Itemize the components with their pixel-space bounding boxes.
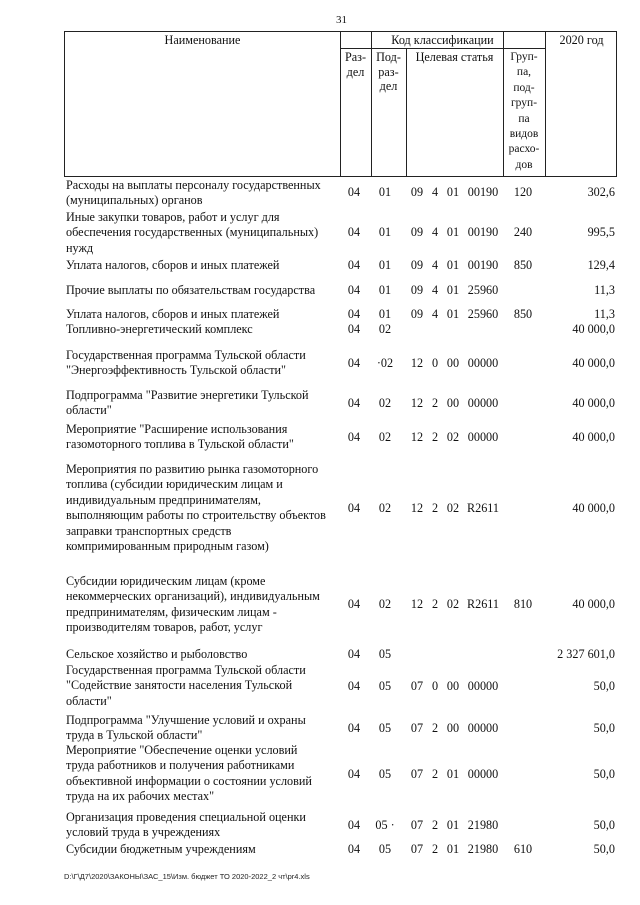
- header-code-group: Код классификации: [391, 33, 494, 47]
- row-direction: 25960: [467, 283, 499, 297]
- row-amount: 302,6: [587, 185, 615, 199]
- row-program: 12: [410, 430, 424, 444]
- row-subsection: 02: [378, 430, 392, 444]
- row-name: Субсидии юридическим лицам (кроме некоммерческих организаций), индивидуальным предпринимателям, физическим лицам - производителям товаров, работ, услуг: [66, 574, 320, 635]
- row-event: 01: [446, 842, 460, 856]
- row-subsection: 02: [378, 501, 392, 515]
- row-amount: 40 000,0: [572, 356, 615, 370]
- row-name: Мероприятие "Обеспечение оценки условий труда работников и получения работниками объективной информации о состоянии условий труда на их рабочих местах": [66, 743, 312, 804]
- row-subprogram: 4: [431, 225, 439, 239]
- row-direction: 21980: [467, 818, 499, 832]
- row-section: 04: [347, 842, 361, 856]
- row-amount: 40 000,0: [572, 597, 615, 611]
- row-event: 00: [446, 396, 460, 410]
- row-event: 02: [446, 597, 460, 611]
- row-subprogram: 4: [431, 307, 439, 321]
- row-subprogram: 2: [431, 818, 439, 832]
- row-amount: 50,0: [593, 679, 615, 693]
- row-subsection: 05: [378, 842, 392, 856]
- row-name: Прочие выплаты по обязательствам государства: [66, 283, 316, 297]
- row-event: 01: [446, 818, 460, 832]
- row-direction: 00000: [467, 767, 499, 781]
- row-subsection: 01: [378, 185, 392, 199]
- row-program: 09: [410, 307, 424, 321]
- row-direction: 25960: [467, 307, 499, 321]
- row-direction: 00000: [467, 679, 499, 693]
- row-expense-type: 240: [513, 225, 533, 239]
- row-program: 12: [410, 501, 424, 515]
- row-subprogram: 2: [431, 767, 439, 781]
- row-name: Топливно-энергетический комплекс: [66, 322, 253, 336]
- row-event: 01: [446, 767, 460, 781]
- row-subsection: 05: [378, 647, 392, 661]
- row-subprogram: 0: [431, 356, 439, 370]
- header-subsection: Под- раз- дел: [376, 50, 401, 93]
- row-subsection: 01: [378, 258, 392, 272]
- row-direction: R2611: [466, 501, 500, 515]
- row-subsection: 05: [378, 721, 392, 735]
- row-name: Подпрограмма "Развитие энергетики Тульской области": [66, 388, 309, 418]
- row-name: Расходы на выплаты персоналу государственных (муниципальных) органов: [66, 178, 321, 208]
- row-subprogram: 2: [431, 842, 439, 856]
- row-direction: R2611: [466, 597, 500, 611]
- header-name: Наименование: [164, 33, 241, 47]
- row-subsection: 05 ·: [375, 818, 395, 832]
- row-section: 04: [347, 356, 361, 370]
- row-section: 04: [347, 307, 361, 321]
- row-section: 04: [347, 258, 361, 272]
- row-subprogram: 2: [431, 597, 439, 611]
- row-expense-type: 810: [513, 597, 533, 611]
- row-subsection: ·02: [376, 356, 394, 370]
- row-event: 00: [446, 721, 460, 735]
- row-section: 04: [347, 647, 361, 661]
- row-program: 09: [410, 283, 424, 297]
- row-amount: 40 000,0: [572, 501, 615, 515]
- row-event: 00: [446, 356, 460, 370]
- row-direction: 00190: [467, 225, 499, 239]
- row-section: 04: [347, 430, 361, 444]
- row-event: 01: [446, 283, 460, 297]
- row-subsection: 01: [378, 283, 392, 297]
- header-section: Раз- дел: [344, 50, 367, 79]
- row-program: 12: [410, 597, 424, 611]
- row-section: 04: [347, 679, 361, 693]
- row-event: 02: [446, 501, 460, 515]
- row-section: 04: [347, 225, 361, 239]
- page-number: 31: [336, 14, 347, 26]
- row-program: 09: [410, 185, 424, 199]
- row-amount: 50,0: [593, 767, 615, 781]
- row-name: Подпрограмма "Улучшение условий и охраны труда в Тульской области": [66, 713, 306, 743]
- row-amount: 50,0: [593, 842, 615, 856]
- row-amount: 40 000,0: [572, 322, 615, 336]
- row-subsection: 02: [378, 597, 392, 611]
- row-amount: 2 327 601,0: [557, 647, 615, 661]
- row-expense-type: 610: [513, 842, 533, 856]
- row-subprogram: 4: [431, 258, 439, 272]
- row-program: 09: [410, 225, 424, 239]
- row-subsection: 01: [378, 225, 392, 239]
- row-program: 07: [410, 767, 424, 781]
- row-name: Мероприятие "Расширение использования газомоторного топлива в Тульской области": [66, 422, 294, 452]
- table-header: [64, 31, 617, 177]
- row-amount: 129,4: [587, 258, 615, 272]
- row-event: 01: [446, 185, 460, 199]
- row-subprogram: 2: [431, 396, 439, 410]
- row-expense-type: 850: [513, 307, 533, 321]
- row-section: 04: [347, 396, 361, 410]
- row-direction: 00190: [467, 185, 499, 199]
- row-name: Уплата налогов, сборов и иных платежей: [66, 307, 280, 321]
- row-name: Организация проведения специальной оценки условий труда в учреждениях: [66, 810, 306, 840]
- row-section: 04: [347, 283, 361, 297]
- row-section: 04: [347, 185, 361, 199]
- row-event: 00: [446, 679, 460, 693]
- row-direction: 21980: [467, 842, 499, 856]
- row-direction: 00190: [467, 258, 499, 272]
- row-subsection: 05: [378, 767, 392, 781]
- row-section: 04: [347, 501, 361, 515]
- header-target-article: Целевая статья: [415, 50, 494, 64]
- row-amount: 11,3: [594, 283, 615, 297]
- header-year: 2020 год: [559, 33, 604, 47]
- row-name: Субсидии бюджетным учреждениям: [66, 842, 256, 856]
- row-section: 04: [347, 767, 361, 781]
- row-amount: 50,0: [593, 721, 615, 735]
- row-event: 01: [446, 258, 460, 272]
- row-name: Мероприятия по развитию рынка газомоторного топлива (субсидии юридическим лицам и индивидуальным предпринимателям, выполняющим работы по строительству объектов заправки транспортных средств компримированным природным газом): [66, 462, 326, 554]
- row-name: Иные закупки товаров, работ и услуг для обеспечения государственных (муниципальных) нужд: [66, 210, 319, 255]
- row-subprogram: 2: [431, 501, 439, 515]
- row-event: 01: [446, 225, 460, 239]
- row-subsection: 02: [378, 396, 392, 410]
- row-name: Сельское хозяйство и рыболовство: [66, 647, 248, 661]
- row-event: 02: [446, 430, 460, 444]
- row-name: Уплата налогов, сборов и иных платежей: [66, 258, 280, 272]
- row-direction: 00000: [467, 721, 499, 735]
- row-subsection: 01: [378, 307, 392, 321]
- row-section: 04: [347, 597, 361, 611]
- row-subprogram: 2: [431, 430, 439, 444]
- row-program: 12: [410, 356, 424, 370]
- row-subprogram: 2: [431, 721, 439, 735]
- row-direction: 00000: [467, 430, 499, 444]
- row-amount: 40 000,0: [572, 430, 615, 444]
- row-program: 07: [410, 721, 424, 735]
- row-direction: 00000: [467, 356, 499, 370]
- row-program: 09: [410, 258, 424, 272]
- row-subprogram: 0: [431, 679, 439, 693]
- row-section: 04: [347, 322, 361, 336]
- header-expense-group: Груп- па, под- груп- па видов расхо- дов: [508, 51, 540, 171]
- row-section: 04: [347, 721, 361, 735]
- row-direction: 00000: [467, 396, 499, 410]
- row-amount: 40 000,0: [572, 396, 615, 410]
- row-name: Государственная программа Тульской области "Содействие занятости населения Тульской области": [66, 663, 306, 708]
- row-subprogram: 4: [431, 185, 439, 199]
- row-program: 07: [410, 842, 424, 856]
- row-program: 12: [410, 396, 424, 410]
- row-expense-type: 120: [513, 185, 533, 199]
- file-path-footer: D:\Г\Д7\2020\ЗАКОНЫ\ЗАС_15\Изм. бюджет ТО 2020-2022_2 чт\pr4.xls: [64, 872, 310, 881]
- row-name: Государственная программа Тульской области "Энергоэффективность Тульской области": [66, 348, 306, 378]
- row-section: 04: [347, 818, 361, 832]
- row-expense-type: 850: [513, 258, 533, 272]
- row-amount: 11,3: [594, 307, 615, 321]
- row-amount: 995,5: [587, 225, 615, 239]
- row-program: 07: [410, 818, 424, 832]
- row-program: 07: [410, 679, 424, 693]
- row-event: 01: [446, 307, 460, 321]
- row-subsection: 02: [378, 322, 392, 336]
- row-subsection: 05: [378, 679, 392, 693]
- row-amount: 50,0: [593, 818, 615, 832]
- row-subprogram: 4: [431, 283, 439, 297]
